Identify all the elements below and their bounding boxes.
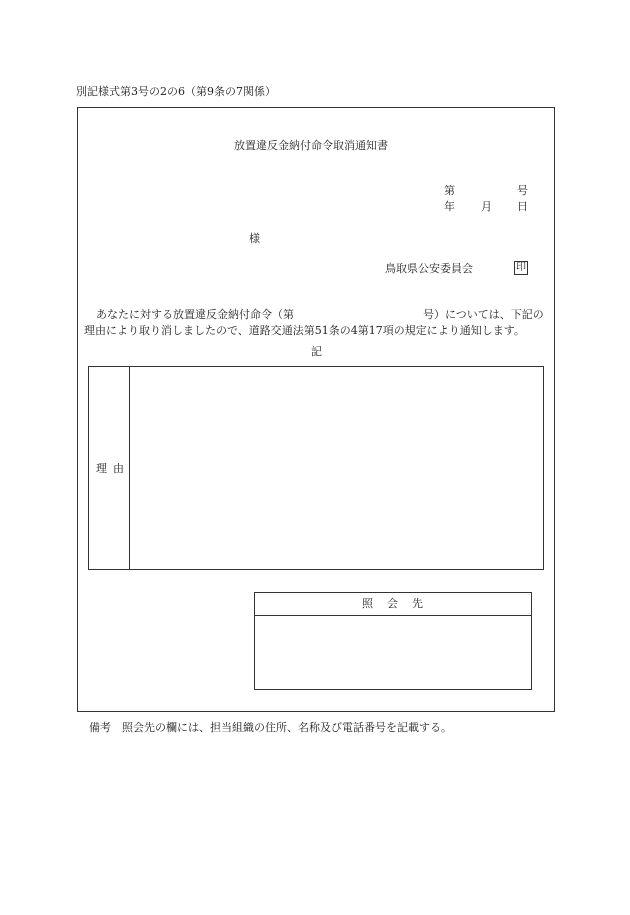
number-suffix: 号	[517, 184, 528, 197]
body-line1-start: あなたに対する放置違反金納付命令（第	[96, 308, 294, 321]
document-title: 放置違反金納付命令取消通知書	[234, 139, 388, 152]
ki-label: 記	[311, 345, 322, 358]
seal-mark: 印	[516, 262, 526, 273]
body-line2: 理由により取り消しましたので、道路交通法第51条の4第17項の規定により通知します。	[84, 324, 525, 337]
issuer-name: 鳥取県公安委員会	[385, 262, 473, 275]
date-year: 年	[444, 200, 455, 213]
contact-header: 照会先	[362, 597, 437, 610]
reason-table	[88, 366, 544, 570]
number-prefix: 第	[444, 184, 455, 197]
body-line1-end: 号）については、下記の	[423, 308, 544, 321]
date-month: 月	[481, 200, 492, 213]
remarks-note: 備考 照会先の欄には、担当組織の住所、名称及び電話番号を記載する。	[89, 721, 452, 734]
reason-label: 理由	[96, 462, 130, 475]
date-day: 日	[517, 200, 528, 213]
addressee-honorific: 様	[249, 232, 260, 245]
contact-table-divider	[254, 615, 532, 616]
form-label: 別記様式第3号の2の6（第9条の7関係）	[76, 85, 276, 98]
